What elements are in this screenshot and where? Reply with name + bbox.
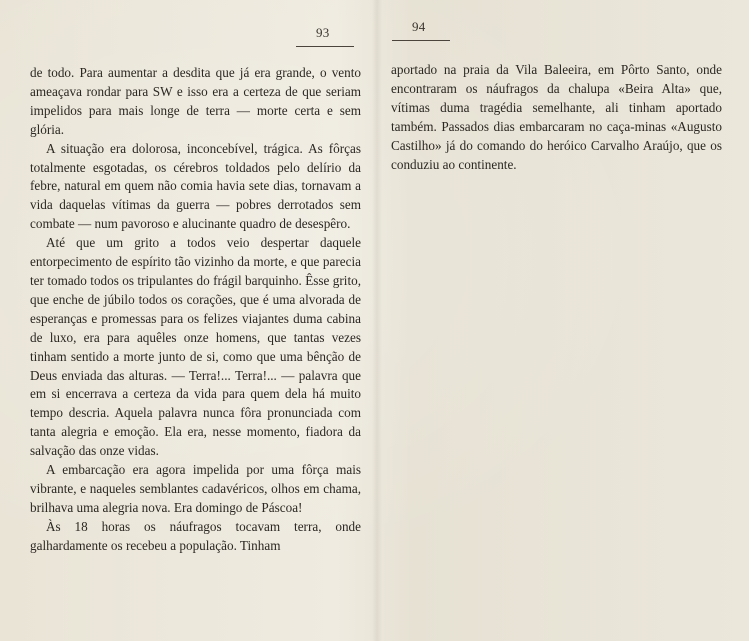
book-gutter	[372, 0, 382, 641]
paragraph: A situação era dolorosa, inconcebível, trágica. As fôrças totalmente esgotadas, os cérebros toldados pelo delírio da febre, natural em quem não comia havia sete dias, tornavam a vida daquelas vítimas da guerra — pobres derrotados sem combate — num pavoroso e alucinante quadro de desespêro.	[30, 140, 361, 232]
paragraph: de todo. Para aumentar a desdita que já era grande, o vento ameaçava rondar para SW e isso era a certeza de que seriam impelidos para mais longe de terra — morte certa e sem glória.	[30, 65, 361, 137]
paragraph: Às 18 horas os náufragos tocavam terra, onde galhardamente os recebeu a população. Tinham	[30, 518, 361, 553]
right-page-text	[391, 61, 722, 174]
page-number-rule-left	[296, 46, 354, 47]
page-number-right: 94	[412, 19, 426, 34]
page-number-rule-right	[392, 40, 450, 41]
paragraph: A embarcação era agora impelida por uma fôrça mais vibrante, e naqueles semblantes cadavéricos, olhos em chama, brilhava uma alegria nova. Era domingo de Páscoa!	[30, 462, 361, 515]
left-page-text	[30, 64, 361, 556]
paragraph: Até que um grito a todos veio despertar daquele entorpecimento de espírito tão vizinho da morte, e que parecia ter tomado todos os tripulantes do frágil barquinho. Êsse grito, que enche de júbilo todos os corações, que é uma alvorada de esperanças e promessas para os felizes viajantes duma cabina de luxo, era para aquêles onze homens, que tantas vezes tinham sentido a morte junto de si, como que uma bênção de Deus enviada das alturas. — Terra!... Terra!... — palavra que em si encerrava a certeza da vida para quem dela há muito tempo descria. Aquela palavra nunca fôra pronunciada com tanta alegria e emoção. Ela era, nesse momento, fiadora da salvação das onze vidas.	[30, 235, 361, 459]
paragraph: aportado na praia da Vila Baleeira, em Pôrto Santo, onde encontraram os náufragos da chalupa «Beira Alta» que, vítimas duma tragédia semelhante, ali tinham aportado também. Passados dias embarcaram no caça-minas «Augusto Castilho» já do comando do heróico Carvalho Araújo, que os conduziu ao continente.	[391, 62, 722, 172]
page-number-left: 93	[316, 25, 330, 40]
